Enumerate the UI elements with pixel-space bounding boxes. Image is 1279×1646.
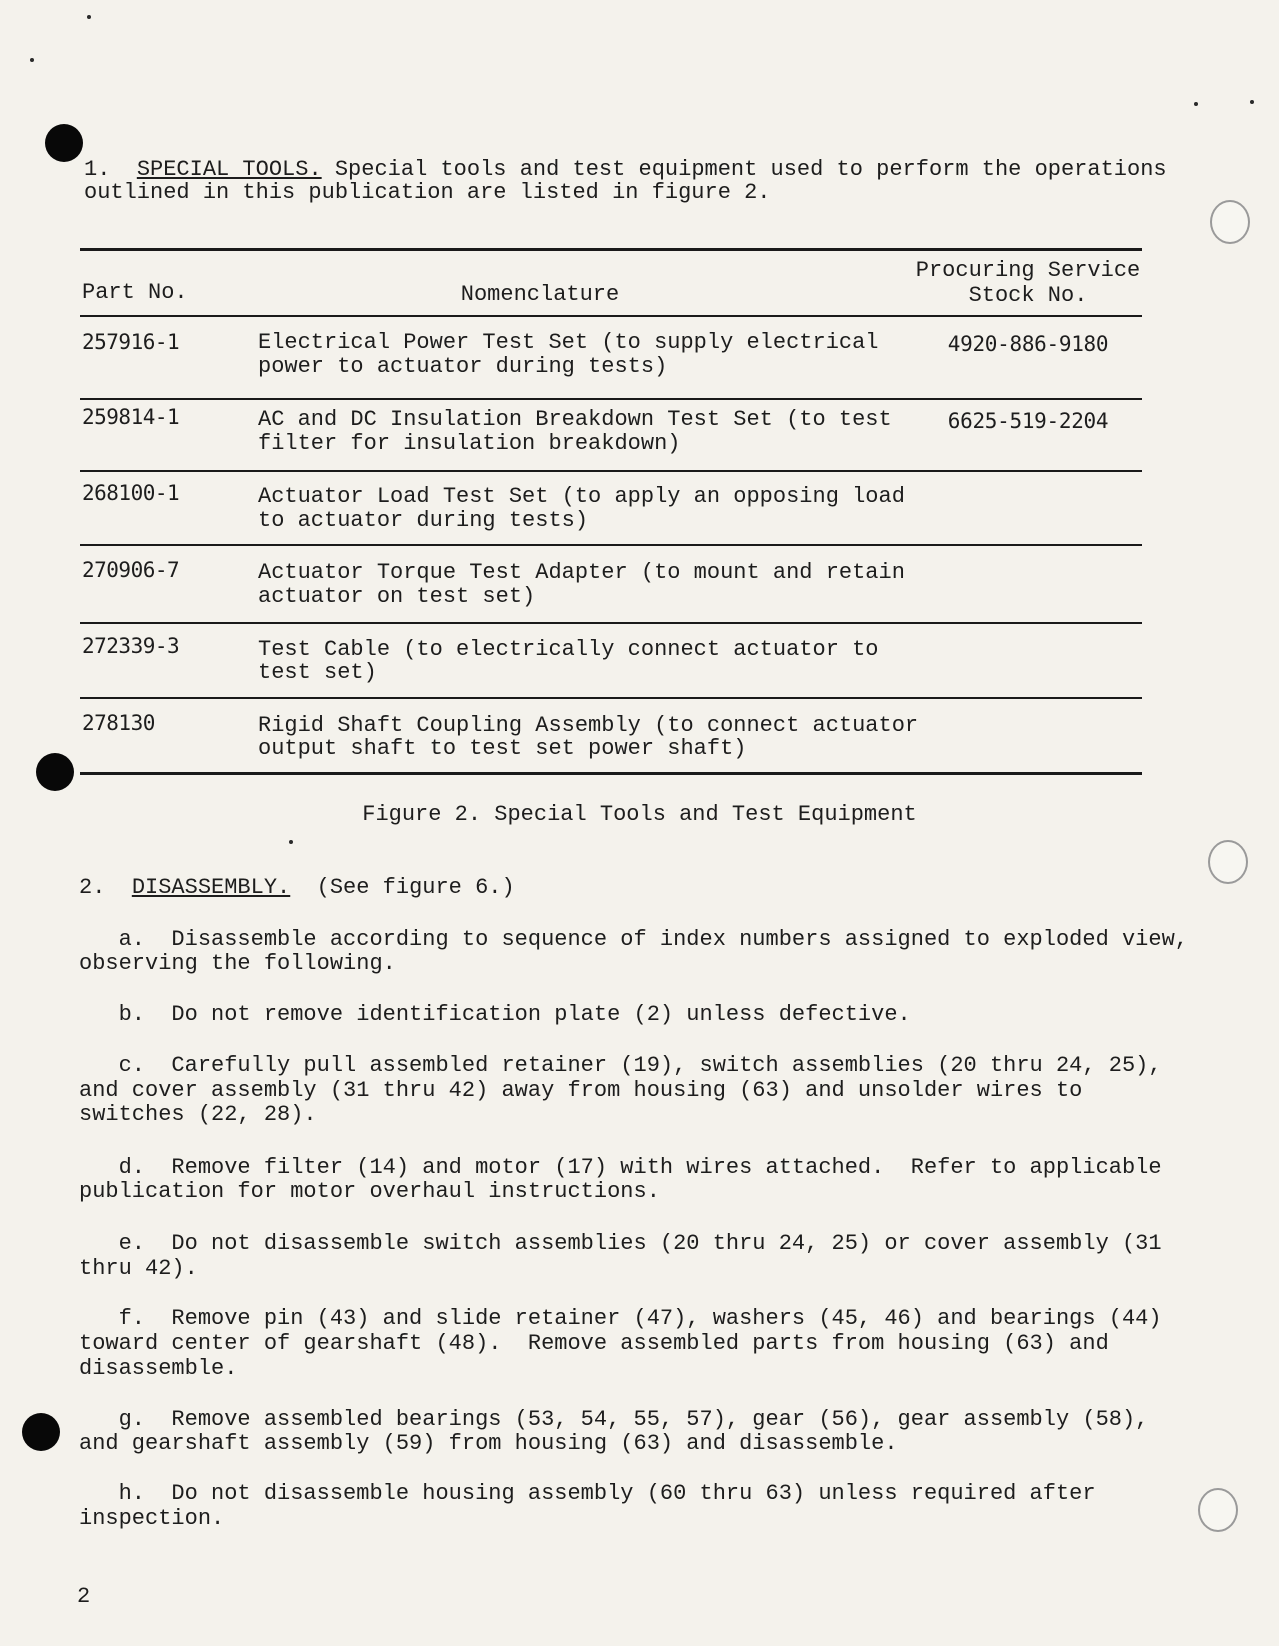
- stock-number: 6625-519-2204: [947, 409, 1109, 433]
- header-stock-line1: Procuring Service: [915, 258, 1141, 283]
- section1-text: Special tools and test equipment used to perform the operations: [321, 157, 1167, 182]
- part-number: 259814-1: [82, 405, 180, 429]
- step-c-line3: switches (22, 28).: [79, 1102, 317, 1127]
- scan-speck: [30, 58, 34, 62]
- step-d-line2: publication for motor overhaul instructions.: [79, 1179, 660, 1204]
- binder-hole: [45, 124, 83, 162]
- step-f-line3: disassemble.: [79, 1356, 238, 1381]
- nomenclature-line1: AC and DC Insulation Breakdown Test Set (to test: [258, 407, 892, 432]
- nomenclature-line1: Test Cable (to electrically connect actuator to: [258, 637, 879, 662]
- step-b-line1: b. Do not remove identification plate (2) unless defective.: [79, 1002, 911, 1027]
- header-nomenclature: Nomenclature: [460, 282, 620, 307]
- binder-hole: [22, 1413, 60, 1451]
- section1-number: 1.: [84, 157, 111, 182]
- part-number: 272339-3: [82, 634, 180, 658]
- nomenclature-line2: to actuator during tests): [258, 508, 589, 533]
- step-e-line2: thru 42).: [79, 1256, 198, 1281]
- header-stock-line2: Stock No.: [968, 283, 1088, 308]
- step-g-line2: and gearshaft assembly (59) from housing (63) and disassemble.: [79, 1431, 898, 1456]
- binder-ring-mark: [1208, 840, 1248, 884]
- section1-heading: SPECIAL TOOLS.: [136, 157, 322, 182]
- nomenclature-line2: power to actuator during tests): [258, 354, 668, 379]
- table-header-rule: [80, 315, 1142, 317]
- header-part-no: Part No.: [82, 280, 188, 305]
- scan-speck: [1194, 102, 1198, 106]
- nomenclature-line2: output shaft to test set power shaft): [258, 736, 747, 761]
- nomenclature-line1: Rigid Shaft Coupling Assembly (to connect actuator: [258, 713, 919, 738]
- step-g-line1: g. Remove assembled bearings (53, 54, 55, 57), gear (56), gear assembly (58),: [79, 1407, 1149, 1432]
- section2-heading: DISASSEMBLY.: [131, 875, 291, 900]
- step-f-line1: f. Remove pin (43) and slide retainer (47), washers (45, 46) and bearings (44): [79, 1306, 1162, 1331]
- nomenclature-line1: Actuator Load Test Set (to apply an opposing load: [258, 484, 905, 509]
- scan-speck: [289, 840, 293, 844]
- part-number: 270906-7: [82, 558, 180, 582]
- nomenclature-line2: filter for insulation breakdown): [258, 431, 681, 456]
- scan-speck: [87, 15, 91, 19]
- table-bottom-rule: [80, 772, 1142, 775]
- step-a-line1: a. Disassemble according to sequence of index numbers assigned to exploded view,: [79, 927, 1188, 952]
- row-rule: [80, 622, 1142, 624]
- section1-paragraph: [84, 158, 1167, 182]
- nomenclature-line1: Actuator Torque Test Adapter (to mount and retain: [258, 560, 905, 585]
- row-rule: [80, 398, 1142, 400]
- step-d-line1: d. Remove filter (14) and motor (17) with wires attached. Refer to applicable: [79, 1155, 1162, 1180]
- section2-number: 2.: [79, 875, 106, 900]
- nomenclature-line2: test set): [258, 660, 377, 685]
- step-e-line1: e. Do not disassemble switch assemblies (20 thru 24, 25) or cover assembly (31: [79, 1231, 1162, 1256]
- page-number: 2: [77, 1584, 91, 1609]
- table-top-rule: [80, 248, 1142, 251]
- step-h-line1: h. Do not disassemble housing assembly (60 thru 63) unless required after: [79, 1481, 1096, 1506]
- binder-hole: [36, 753, 74, 791]
- step-h-line2: inspection.: [79, 1506, 225, 1531]
- binder-ring-mark: [1198, 1488, 1238, 1532]
- scan-speck: [1250, 100, 1254, 104]
- part-number: 268100-1: [82, 481, 180, 505]
- step-a-line2: observing the following.: [79, 951, 396, 976]
- part-number: 257916-1: [82, 330, 180, 354]
- section2-figure-ref: (See figure 6.): [316, 875, 515, 900]
- row-rule: [80, 697, 1142, 699]
- section1-text-line2: outlined in this publication are listed in figure 2.: [84, 180, 771, 205]
- step-c-line2: and cover assembly (31 thru 42) away from housing (63) and unsolder wires to: [79, 1078, 1083, 1103]
- nomenclature-line2: actuator on test set): [258, 584, 536, 609]
- step-c-line1: c. Carefully pull assembled retainer (19), switch assemblies (20 thru 24, 25),: [79, 1053, 1162, 1078]
- stock-number: 4920-886-9180: [947, 332, 1109, 356]
- row-rule: [80, 544, 1142, 546]
- nomenclature-line1: Electrical Power Test Set (to supply electrical: [258, 330, 879, 355]
- binder-ring-mark: [1210, 200, 1250, 244]
- row-rule: [80, 470, 1142, 472]
- figure-caption: Figure 2. Special Tools and Test Equipment: [362, 802, 917, 827]
- step-f-line2: toward center of gearshaft (48). Remove assembled parts from housing (63) and: [79, 1331, 1109, 1356]
- part-number: 278130: [82, 711, 155, 735]
- section2-heading-line: [79, 876, 515, 900]
